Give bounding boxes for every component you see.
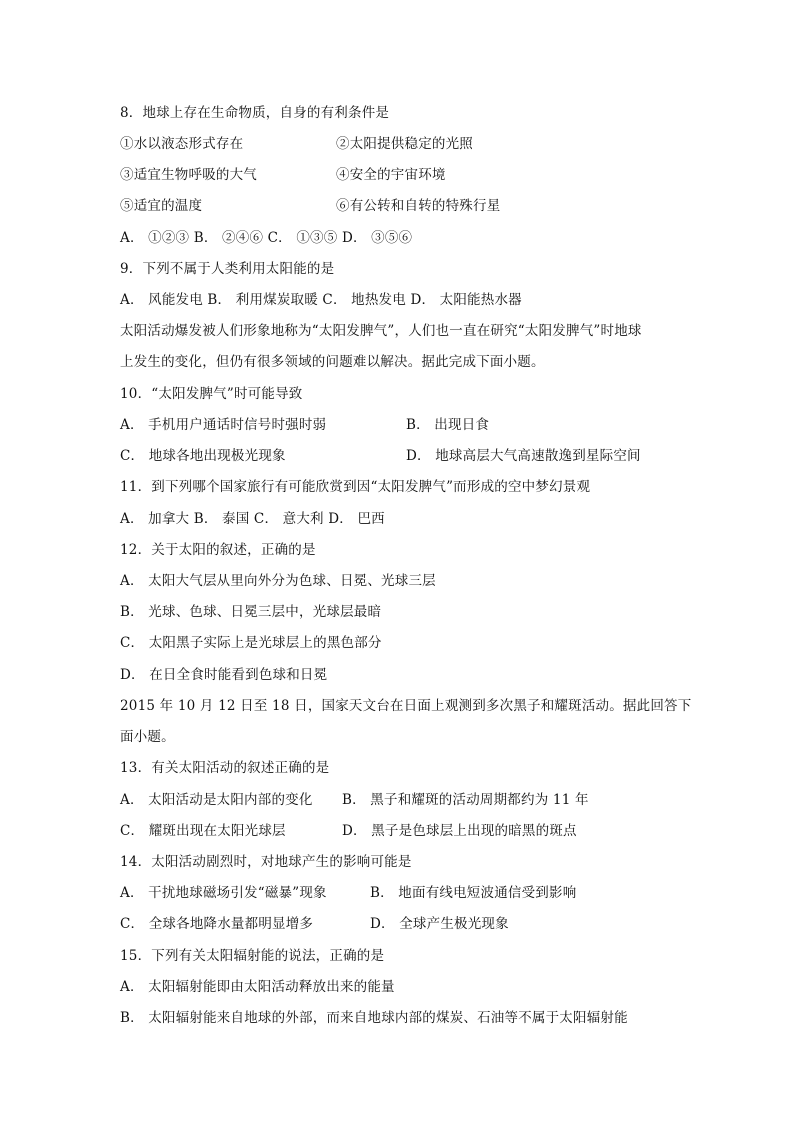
- choice-a: A． 干扰地球磁场引发“磁暴”现象: [120, 885, 327, 901]
- question-13-choices-row-2: [120, 822, 577, 840]
- choice-c: C． 地球各地出现极光现象: [120, 448, 286, 464]
- passage-1-line-1: 太阳活动爆发被人们形象地称为“太阳发脾气”，人们也一直在研究“太阳发脾气”时地球: [120, 323, 642, 339]
- question-9-stem: 9．下列不属于人类利用太阳能的是: [120, 261, 335, 277]
- choice-b: B． 黑子和耀斑的活动周期都约为 11 年: [342, 792, 589, 808]
- choice-a: A． 太阳活动是太阳内部的变化: [120, 792, 313, 808]
- question-8-options-row-3: [120, 197, 501, 215]
- choice-c: C． 耀斑出现在太阳光球层: [120, 823, 286, 839]
- question-10-stem: 10．“太阳发脾气”时可能导致: [120, 386, 303, 402]
- question-13-choices-row-1: [120, 791, 589, 809]
- option-1: ①水以液态形式存在: [120, 136, 244, 152]
- choice-b: B． 出现日食: [406, 417, 490, 433]
- choice-d: D． 地球高层大气高速散逸到星际空间: [406, 448, 641, 464]
- choice-b: B． 地面有线电短波通信受到影响: [370, 885, 577, 901]
- question-14-choices-row-1: [120, 884, 577, 902]
- question-13-stem: 13．有关太阳活动的叙述正确的是: [120, 760, 330, 776]
- question-15-choice-a: A． 太阳辐射能即由太阳活动释放出来的能量: [120, 979, 395, 995]
- question-14-stem: 14．太阳活动剧烈时，对地球产生的影响可能是: [120, 854, 412, 870]
- passage-2-line-1: 2015 年 10 月 12 日至 18 日，国家天文台在日面上观测到多次黑子和耀斑活动。据此回答下: [120, 698, 692, 714]
- question-8-options-row-2: [120, 166, 446, 184]
- passage-2-line-2: 面小题。: [120, 729, 175, 745]
- question-12-choice-d: D． 在日全食时能看到色球和日冕: [120, 667, 328, 683]
- question-12-stem: 12．关于太阳的叙述，正确的是: [120, 542, 316, 558]
- question-12-choice-b: B． 光球、色球、日冕三层中，光球层最暗: [120, 604, 382, 620]
- question-8-choices: A． ①②③ B． ②④⑥ C． ①③⑤ D． ③⑤⑥: [120, 230, 413, 246]
- question-10-choices-row-1: [120, 416, 490, 434]
- question-12-choice-a: A． 太阳大气层从里向外分为色球、日冕、光球三层: [120, 573, 436, 589]
- question-15-stem: 15．下列有关太阳辐射能的说法，正确的是: [120, 948, 385, 964]
- option-4: ④安全的宇宙环境: [336, 167, 446, 183]
- question-8-options-row-1: [120, 135, 473, 153]
- question-11-choices: A． 加拿大 B． 泰国 C． 意大利 D． 巴西: [120, 511, 385, 527]
- choice-d: D． 黑子是色球层上出现的暗黑的斑点: [342, 823, 577, 839]
- choice-d: D． 全球产生极光现象: [370, 916, 509, 932]
- question-11-stem: 11．到下列哪个国家旅行有可能欣赏到因“太阳发脾气”而形成的空中梦幻景观: [120, 479, 591, 495]
- question-14-choices-row-2: [120, 915, 509, 933]
- passage-1-line-2: 上发生的变化，但仍有很多领域的问题难以解决。据此完成下面小题。: [120, 354, 545, 370]
- choice-c: C． 全球各地降水量都明显增多: [120, 916, 314, 932]
- option-3: ③适宜生物呼吸的大气: [120, 167, 257, 183]
- question-10-choices-row-2: [120, 447, 641, 465]
- question-9-choices: A． 风能发电 B． 利用煤炭取暖 C． 地热发电 D． 太阳能热水器: [120, 292, 522, 308]
- option-6: ⑥有公转和自转的特殊行星: [336, 198, 501, 214]
- choice-a: A． 手机用户通话时信号时强时弱: [120, 417, 327, 433]
- option-5: ⑤适宜的温度: [120, 198, 203, 214]
- question-15-choice-b: B． 太阳辐射能来自地球的外部，而来自地球内部的煤炭、石油等不属于太阳辐射能: [120, 1010, 628, 1026]
- question-8-stem: 8．地球上存在生命物质，自身的有利条件是: [120, 105, 390, 121]
- question-12-choice-c: C． 太阳黑子实际上是光球层上的黑色部分: [120, 635, 382, 651]
- option-2: ②太阳提供稳定的光照: [336, 136, 473, 152]
